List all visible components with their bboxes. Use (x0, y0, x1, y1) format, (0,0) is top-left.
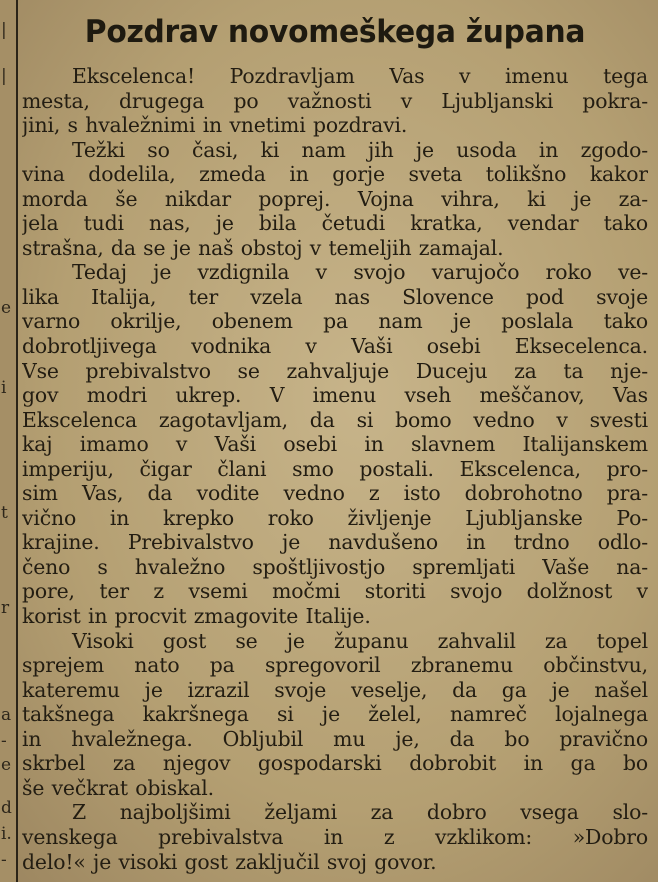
text-line: gov modri ukrep. V imenu vseh meščanov, Vas (22, 383, 648, 408)
text-line: jini, s hvaležnimi in vnetimi pozdravi. (22, 113, 408, 138)
margin-letter: | (1, 66, 7, 86)
text-line: Visoki gost se je županu zahvalil za topel (72, 628, 648, 653)
paragraph (22, 138, 648, 261)
text-line: kaj imamo v Vaši osebi in slavnem Italijanskem (22, 432, 648, 457)
text-line: in hvaležnega. Obljubil mu je, da bo pravično (22, 726, 648, 751)
text-line: pore, ter z vsemi močmi storiti svojo dolžnost v (22, 579, 648, 604)
text-line: Vse prebivalstvo se zahvaljuje Duceju za ta nje- (22, 358, 648, 383)
text-line: lika Italija, ter vzela nas Slovence pod svoje (22, 284, 648, 309)
margin-letter: d (1, 798, 12, 818)
margin-letter: | (1, 20, 7, 40)
text-line: krajine. Prebivalstvo je navdušeno in trdno odlo- (22, 530, 648, 555)
margin-letter: i (1, 378, 7, 398)
text-line: Težki so časi, ki nam jih je usoda in zgodo- (72, 137, 648, 162)
text-line: skrbel za njegov gospodarski dobrobit in ga bo (22, 751, 648, 776)
adjacent-column-edge (0, 0, 18, 882)
margin-letter: a (1, 705, 12, 725)
paragraph (22, 64, 648, 138)
paragraph (22, 629, 648, 801)
text-line: vina dodelila, zmeda in gorje sveta tolikšno kakor (22, 162, 648, 187)
text-line: jela tudi nas, je bila četudi kratka, vendar tako (22, 211, 648, 236)
margin-letter: - (1, 850, 7, 870)
text-line: morda še nikdar poprej. Vojna vihra, ki je za- (22, 186, 648, 211)
text-line: strašna, da se je naš obstoj v temeljih zamajal. (22, 235, 504, 260)
text-line: Ekscelenca zagotavljam, da si bomo vedno v svesti (22, 407, 648, 432)
text-line: vično in krepko roko življenje Ljubljanske Po- (22, 505, 648, 530)
text-line: še večkrat obiskal. (22, 775, 214, 800)
text-line: sim Vas, da vodite vedno z isto dobrohotno pra- (22, 481, 648, 506)
text-line: sprejem nato pa spregovoril zbranemu občinstvu, (22, 653, 648, 678)
margin-letter: - (1, 731, 7, 751)
text-line: kateremu je izrazil svoje veselje, da ga je našel (22, 677, 648, 702)
text-line: dobrotljivega vodnika v Vaši osebi Eksecelenca. (22, 334, 648, 359)
paragraph (22, 800, 648, 874)
text-line: čeno s hvaležno spoštljivostjo spremljati Vaše na- (22, 554, 648, 579)
text-line: venskega prebivalstva in z vzklikom: »Dobro (22, 824, 648, 849)
margin-letter: t (1, 503, 8, 523)
headline: Pozdrav novomeškega župana (84, 14, 586, 50)
article-body (22, 64, 648, 874)
margin-letter: e (1, 755, 12, 775)
text-line: takšnega kakršnega si je želel, namreč lojalnega (22, 702, 648, 727)
margin-letter: r (1, 598, 10, 618)
text-line: Z najboljšimi željami za dobro vsega slo- (72, 800, 648, 825)
text-line: Tedaj je vzdignila v svojo varujočo roko ve- (72, 260, 648, 285)
margin-letter: e (1, 298, 12, 318)
text-line: varno okrilje, obenem pa nam je poslala tako (22, 309, 648, 334)
text-line: mesta, drugega po važnosti v Ljubljanski pokra- (22, 88, 648, 113)
text-line: delo!« je visoki gost zaključil svoj govor. (22, 849, 437, 874)
text-line: imperiju, čigar člani smo postali. Ekscelenca, pro- (22, 456, 648, 481)
text-line: Ekscelenca! Pozdravljam Vas v imenu tega (72, 64, 648, 88)
margin-letter: i. (1, 824, 12, 844)
article (22, 10, 648, 876)
paragraph (22, 260, 648, 628)
text-line: korist in procvit zmagovite Italije. (22, 604, 371, 629)
